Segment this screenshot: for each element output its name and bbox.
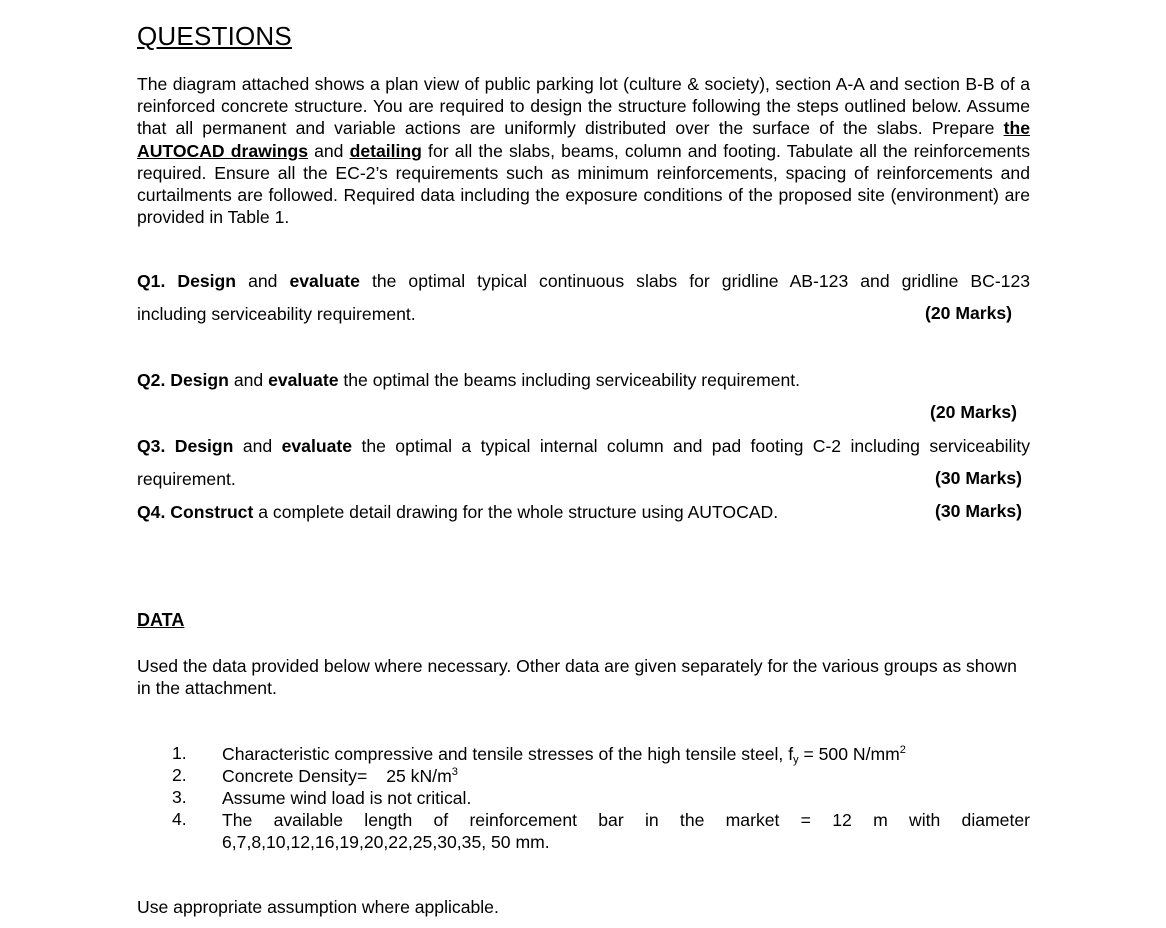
question-verb: evaluate <box>281 436 353 456</box>
list-item-line-1: The available length of reinforcement bar in the market = 12 m with diameter <box>222 810 1030 830</box>
subscript: y <box>793 754 799 766</box>
question-verb: Design <box>170 370 229 390</box>
question-verb: evaluate <box>268 370 339 390</box>
question-number: Q3. <box>137 436 166 456</box>
question-conjunction: and <box>242 436 273 456</box>
question-3-line-1 <box>137 435 1030 457</box>
detailing-emphasis: detailing <box>349 140 422 161</box>
data-intro: Used the data provided below where necessary. Other data are given separately for the various groups as shown in the attachment. <box>137 656 1017 698</box>
data-heading: DATA <box>137 610 185 630</box>
list-item-text: Concrete Density= <box>222 766 368 786</box>
question-text: the optimal typical continuous slabs for gridline AB-123 and gridline BC-123 <box>371 271 1031 291</box>
intro-text-1: The diagram attached shows a plan view of public parking lot (culture & society), section A-A and section B-B of a reinforced concrete structure. You are required to design the structure following the steps outlined below. Assume that all permanent and variable actions are uniformly distributed over the surface of the slabs. Prepare <box>137 74 1030 139</box>
question-4-line-1 <box>137 501 1030 523</box>
question-text: the optimal a typical internal column and pad footing C-2 including serviceability <box>361 436 1031 456</box>
list-item-value: 25 kN/m <box>386 766 452 786</box>
question-3-line-2: requirement. <box>137 469 236 489</box>
question-conjunction: and <box>233 370 264 390</box>
superscript: 2 <box>899 744 906 756</box>
question-1-marks: (20 Marks) <box>925 303 1013 323</box>
question-verb: Construct <box>170 502 254 522</box>
question-verb: Design <box>177 271 237 291</box>
list-item <box>222 765 1030 787</box>
question-number: Q2. <box>137 370 166 390</box>
list-number: 3. <box>172 787 187 807</box>
question-conjunction: and <box>248 271 278 291</box>
list-item-line-2: 6,7,8,10,12,16,19,20,22,25,30,35, 50 mm. <box>222 832 550 852</box>
footer-note: Use appropriate assumption where applicable. <box>137 897 499 917</box>
question-verb: evaluate <box>289 271 360 291</box>
list-item <box>222 743 1030 765</box>
question-number: Q4. <box>137 502 166 522</box>
question-1-line-1 <box>137 270 1030 292</box>
autocad-drawings-emphasis: the AUTOCAD drawings <box>137 118 1030 161</box>
intro-text-3: for all the slabs, beams, column and footing. Tabulate all the reinforcements required. Ensure all the EC-2’s requirements such as minimum reinforcements, spacing of reinforcements and curtailments are followed. Required data including the exposure conditions of the proposed site (environment) are provided in Table 1. <box>137 140 1030 228</box>
question-verb: Design <box>174 436 234 456</box>
question-text: the optimal the beams including serviceability requirement. <box>343 370 801 390</box>
intro-paragraph <box>137 73 1030 228</box>
question-1-line-2: including serviceability requirement. <box>137 304 416 324</box>
list-item: Assume wind load is not critical. <box>222 788 472 808</box>
question-2-marks: (20 Marks) <box>930 402 1018 422</box>
question-number: Q1. <box>137 271 166 291</box>
question-4-marks: (30 Marks) <box>935 501 1023 521</box>
list-number: 2. <box>172 765 187 785</box>
question-3-marks: (30 Marks) <box>935 468 1023 488</box>
list-number: 4. <box>172 809 187 829</box>
page-title: QUESTIONS <box>137 21 292 51</box>
question-2-line-1 <box>137 369 1030 391</box>
question-text: a complete detail drawing for the whole structure using AUTOCAD. <box>258 502 779 522</box>
intro-text-2: and <box>308 140 350 161</box>
list-item-text: Characteristic compressive and tensile stresses of the high tensile steel, f <box>222 744 794 764</box>
list-item-value: = 500 N/mm <box>798 744 900 764</box>
superscript: 3 <box>451 766 458 778</box>
list-number: 1. <box>172 743 187 763</box>
